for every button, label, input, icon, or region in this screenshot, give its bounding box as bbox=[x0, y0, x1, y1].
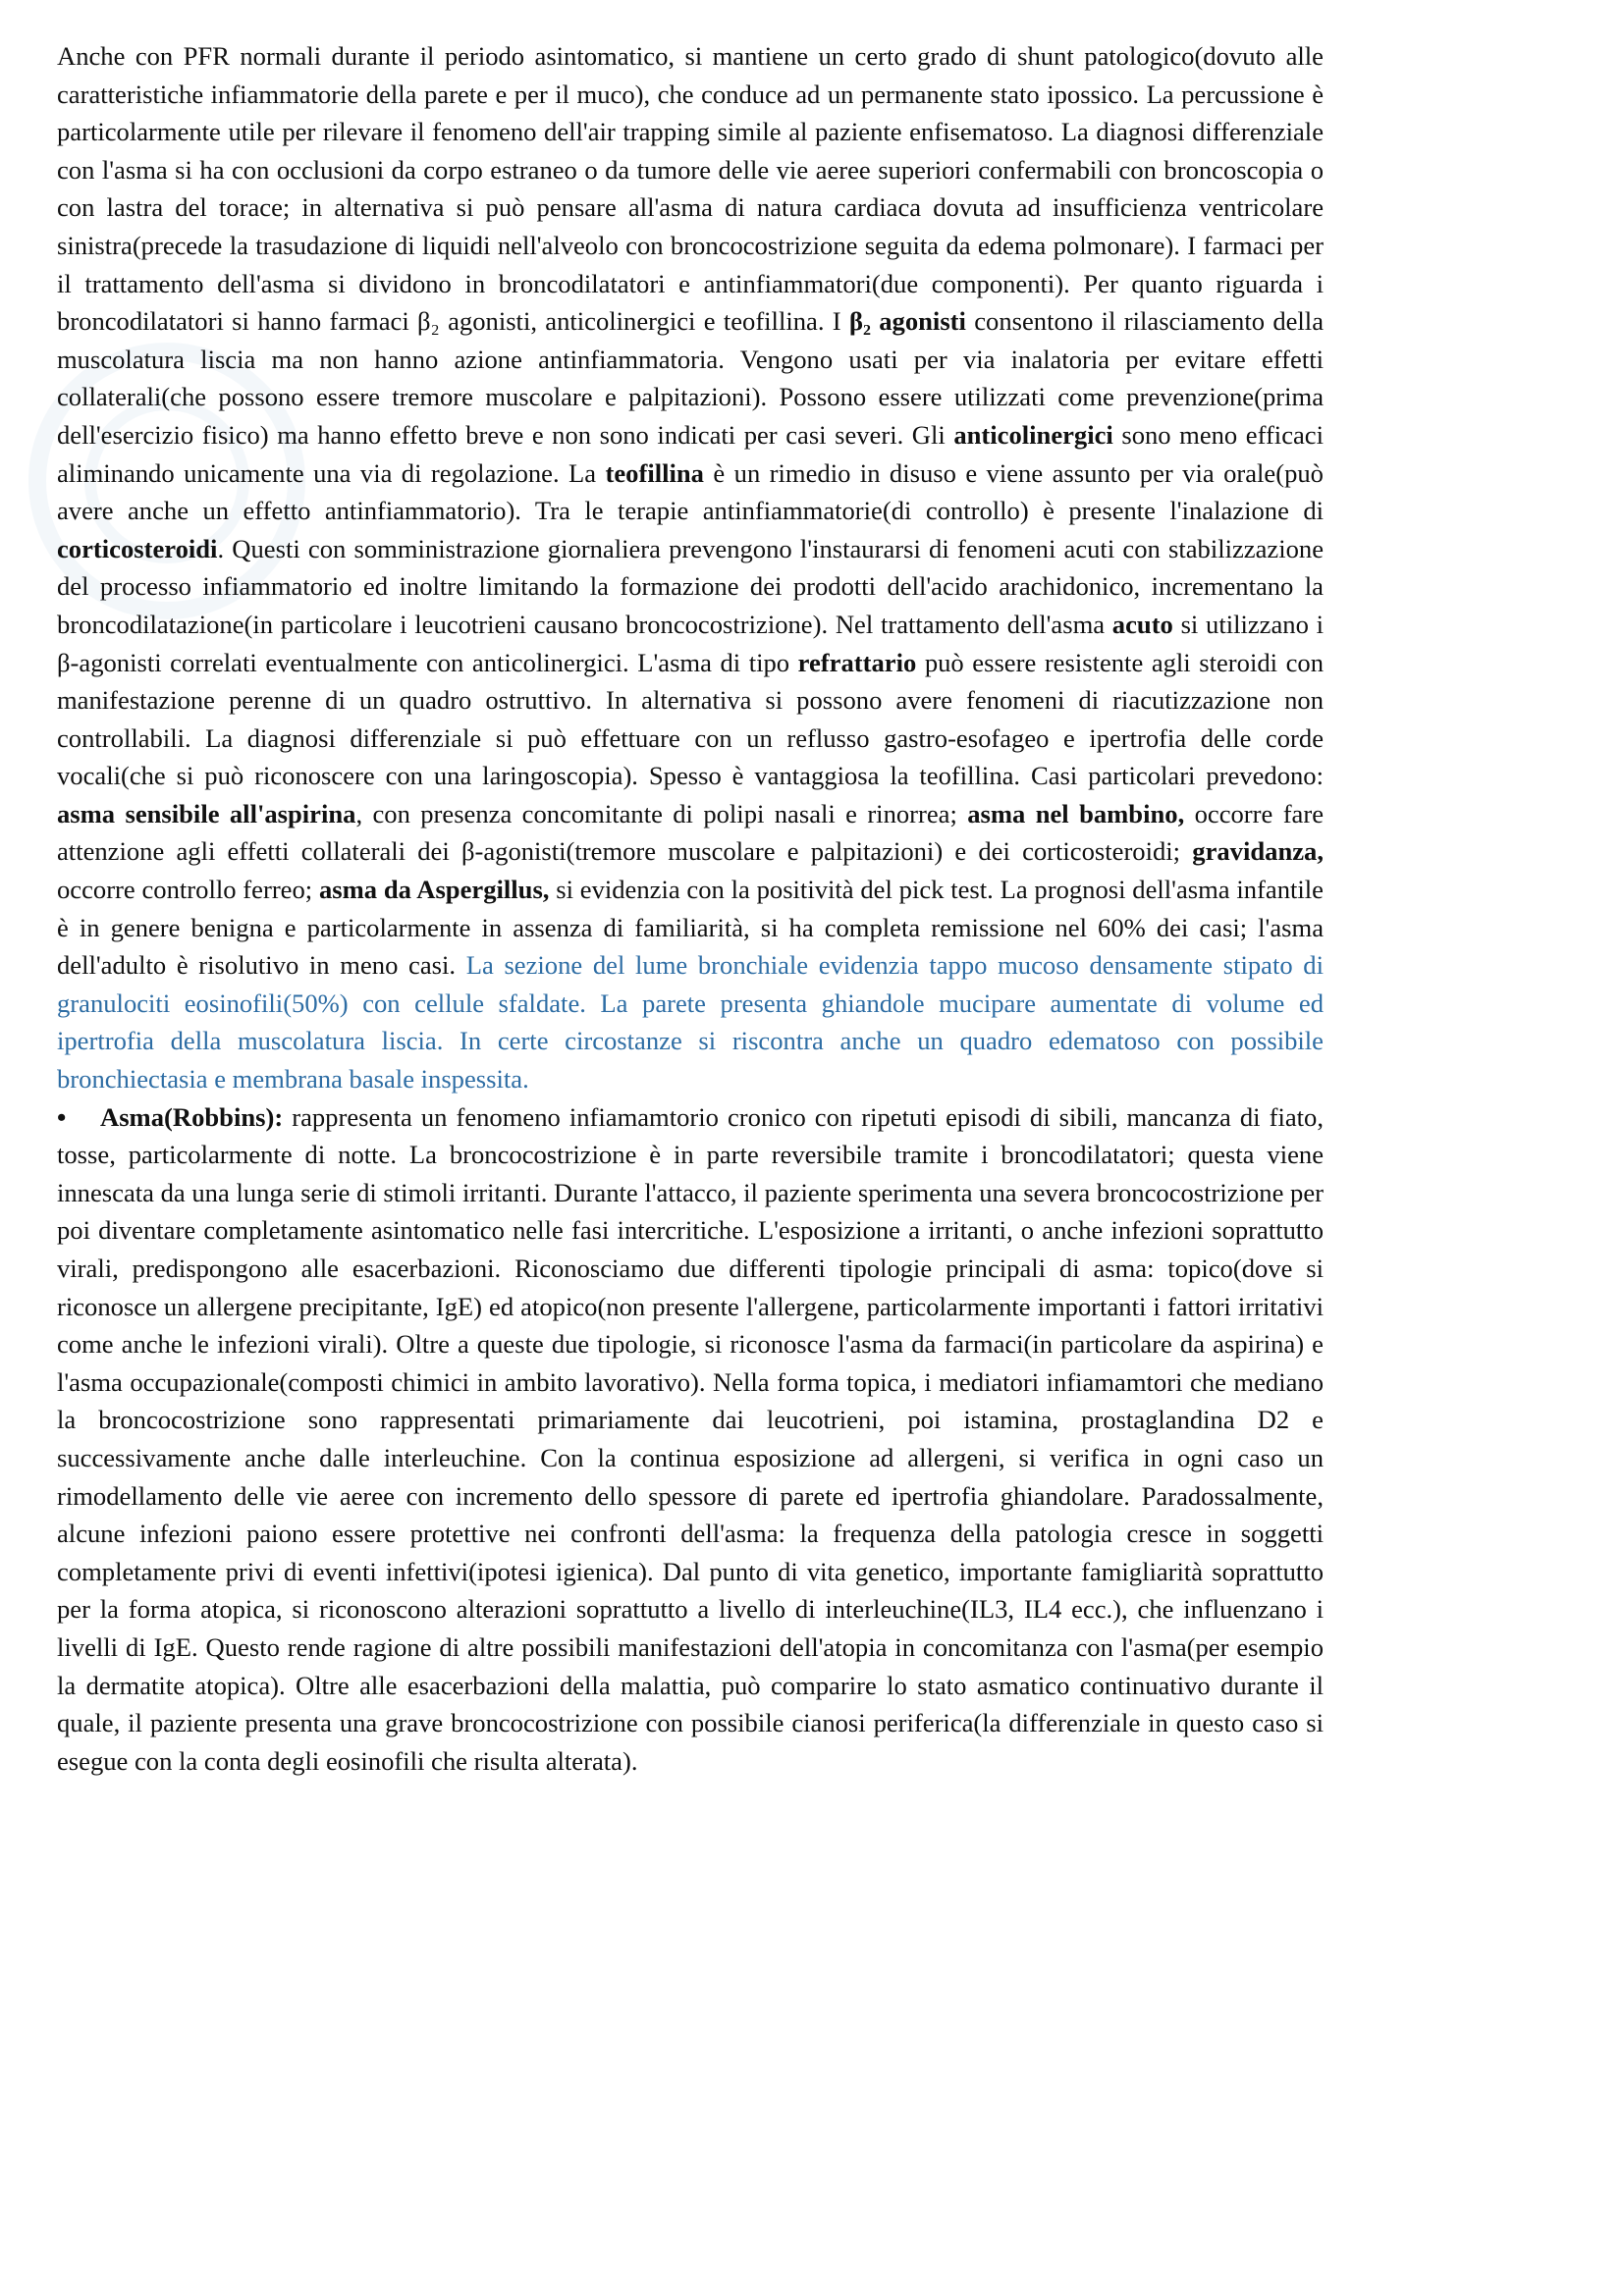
bullet-icon: • bbox=[57, 1101, 67, 1132]
bold-term-asma-aspergillus: asma da Aspergillus, bbox=[318, 875, 550, 905]
text-run: può essere resistente agli steroidi con manifestazione perenne di un quadro ostruttivo. In alternativa si possono avere fenomeni di riacutizzazione non controllabili. La diagnosi differenziale si può effettuare con un reflusso gastro-esofageo e ipertrofia delle corde vocali(che si può riconoscere con una laringoscopia). Spesso è vantaggiosa la teofillina. Casi particolari prevedono: bbox=[57, 647, 1324, 791]
bold-term-asma-bambino: asma nel bambino, bbox=[967, 798, 1185, 828]
text-run: si evidenzia con la positività del pick test. La prognosi dell'asma infantile è in genere benigna e particolarmente in assenza di familiarità, si ha completa remissione nel 60% dei casi; l'asma dell'adulto è risolutivo in meno casi. bbox=[57, 875, 1324, 981]
bold-term-corticosteroidi: corticosteroidi bbox=[57, 533, 218, 563]
section-heading-asma-robbins: Asma(Robbins): bbox=[100, 1101, 284, 1132]
paragraph-asma-robbins bbox=[57, 1098, 1324, 1781]
text-run: rappresenta un fenomeno infiamamtorio cronico con ripetuti episodi di sibili, mancanza di fiato, tosse, particolarmente di notte. La broncocostrizione è in parte reversibile tramite i broncodilatatori; questa viene innescata da una lunga serie di stimoli irritanti. Durante l'attacco, il paziente sperimenta una severa broncocostrizione per poi diventare completamente asintomatico nelle fasi intercritiche. L'esposizione a irritanti, o anche infezioni soprattutto virali, predispongono alle esacerbazioni. Riconosciamo due differenti tipologie principali di asma: topico(dove si riconosce un allergene precipitante, IgE) ed atopico(non presente l'allergene, particolarmente importanti i fattori irritativi come anche le infezioni virali). Oltre a queste due tipologie, si riconosce l'asma da farmaci(in particolare da aspirina) e l'asma occupazionale(composti chimici in ambito lavorativo). Nella forma topica, i mediatori infiamamtori che mediano la broncocostrizione sono rappresentati primariamente dai leucotrieni, poi istamina, prostaglandina D2 e successivamente anche dalle interleuchine. Con la continua esposizione ad allergeni, si verifica in ogni caso un rimodellamento delle vie aeree con incremento dello spessore di parete ed ipertrofia ghiandolare. Paradossalmente, alcune infezioni paiono essere protettive nei confronti dell'asma: la frequenza della patologia cresce in soggetti completamente privi di eventi infettivi(ipotesi igienica). Dal punto di vita genetico, importante famigliarità soprattutto per la forma atopica, si riconoscono alterazioni soprattutto a livello di interleuchine(IL3, IL4 ecc.), che influenzano i livelli di IgE. Questo rende ragione di altre possibili manifestazioni dell'atopia in concomitanza con l'asma(per esempio la dermatite atopica). Oltre alle esacerbazioni della malattia, può comparire lo stato asmatico continuativo durante il quale, il paziente presenta una grave broncocostrizione con possibile cianosi periferica(la differenziale in questo caso si esegue con la conta degli eosinofili che risulta alterata). bbox=[57, 1101, 1324, 1776]
text-run: , con presenza concomitante di polipi nasali e rinorrea; bbox=[355, 798, 968, 828]
text-run: . Questi con somministrazione giornaliera prevengono l'instaurarsi di fenomeni acuti con stabilizzazione del processo infiammatorio ed inoltre limitando la formazione dei prodotti dell'acido arachidonico, incrementano la broncodilatazione(in particolare i leucotrieni causano broncocostrizione). Nel trattamento dell'asma bbox=[57, 533, 1324, 639]
text-run: occorre fare attenzione agli effetti collaterali dei β-agonisti(tremore muscolare e palpitazioni) e dei corticosteroidi; bbox=[57, 798, 1325, 867]
bold-term-refrattario: refrattario bbox=[797, 647, 917, 677]
text-run: è un rimedio in disuso e viene assunto per via orale(può avere anche un effetto antinfiammatorio). Tra le terapie antinfiammatorie(di controllo) è presente l'inalazione di bbox=[57, 457, 1324, 526]
bold-term-gravidanza: gravidanza, bbox=[1192, 836, 1324, 867]
bold-term-anticolinergici: anticolinergici bbox=[953, 419, 1113, 450]
text-run: si utilizzano i β-agonisti correlati eventualmente con anticolinergici. L'asma di tipo bbox=[57, 609, 1324, 677]
text-run: occorre controllo ferreo; bbox=[57, 875, 319, 905]
text-run: Anche con PFR normali durante il periodo asintomatico, si mantiene un certo grado di shunt patologico(dovuto alle caratteristiche infiammatorie della parete e per il muco), che conduce ad un permanente stato ipossico. La percussione è particolarmente utile per rilevare il fenomeno dell'air trapping simile al paziente enfisematoso. La diagnosi differenziale con l'asma si ha con occlusioni da corpo estraneo o da tumore delle vie aeree superiori confermabili con broncoscopia o con lastra del torace; in alternativa si può pensare all'asma di natura cardiaca dovuta ad insufficienza ventricolare sinistra(precede la trasudazione di liquidi nell'alveolo con broncocostrizione seguita da edema polmonare). I farmaci per il trattamento dell'asma si dividono in broncodilatatori e antinfiammatori(due componenti). Per quanto riguarda i broncodilatatori si hanno farmaci β₂ agonisti, anticolinergici e teofillina. I bbox=[57, 41, 1324, 337]
highlighted-histology-text: La sezione del lume bronchiale evidenzia tappo mucoso densamente stipato di granulociti eosinofili(50%) con cellule sfaldate. La parete presenta ghiandole mucipare aumentate di volume ed ipertrofia della muscolatura liscia. In certe circostanze si riscontra anche un quadro edematoso con possibile bronchiectasia e membrana basale inspessita. bbox=[57, 950, 1324, 1095]
bold-term-teofillina: teofillina bbox=[605, 457, 704, 488]
document-page bbox=[57, 37, 1324, 1780]
bold-term-asma-aspirina: asma sensibile all'aspirina bbox=[57, 798, 356, 828]
paragraph-asma-trattamento bbox=[57, 37, 1324, 1098]
bold-term-acuto: acuto bbox=[1111, 609, 1173, 639]
text-run: consentono il rilasciamento della muscolatura liscia ma non hanno azione antinfiammatoria. Vengono usati per via inalatoria per evitare effetti collaterali(che possono essere tremore muscolare e palpitazioni). Possono essere utilizzati come prevenzione(prima dell'esercizio fisico) ma hanno effetto breve e non sono indicati per casi severi. Gli bbox=[57, 306, 1324, 450]
text-run: sono meno efficaci aliminando unicamente una via di regolazione. La bbox=[57, 419, 1324, 488]
bold-term-beta2-agonisti: β₂ agonisti bbox=[848, 306, 966, 337]
